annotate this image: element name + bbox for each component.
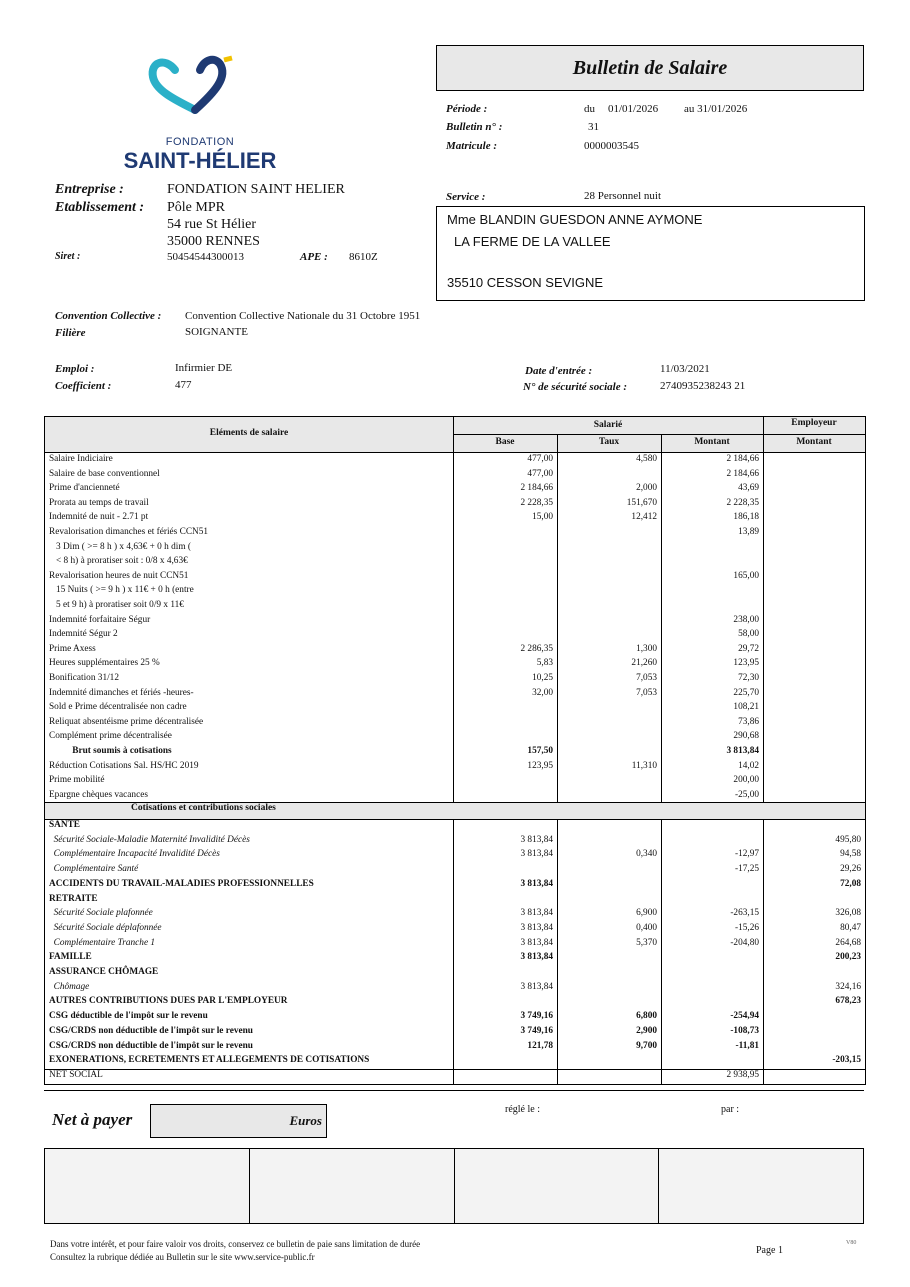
cotisation-label: Complémentaire Santé (49, 864, 139, 875)
salary-base: 32,00 (532, 687, 553, 698)
salary-row (45, 496, 865, 510)
net-currency: Euros (289, 1113, 322, 1128)
document-title: Bulletin de Salaire (436, 45, 864, 91)
net-a-payer-box (150, 1104, 327, 1138)
cotisation-label: ACCIDENTS DU TRAVAIL-MALADIES PROFESSIONNELLES (49, 878, 314, 889)
cotisation-taux: 9,700 (636, 1040, 657, 1051)
signature-cell (659, 1149, 863, 1223)
cotisation-row (45, 921, 865, 935)
salary-base: 2 228,35 (520, 497, 553, 508)
matricule-label: Matricule : (446, 140, 498, 152)
salary-row (45, 510, 865, 524)
salary-base: 10,25 (532, 673, 553, 683)
cotisation-row (45, 936, 865, 950)
page-number: Page 1 (756, 1245, 783, 1256)
cotisation-emp: 495,80 (835, 834, 861, 845)
cotisation-taux: 5,370 (636, 937, 657, 948)
salary-row (45, 686, 865, 700)
coefficient-label: Coefficient : (55, 380, 112, 392)
siret-label: Siret : (55, 251, 81, 262)
cotisation-row (45, 906, 865, 920)
address-line1: Mme BLANDIN GUESDON ANNE AYMONE (447, 212, 703, 227)
signature-cell (45, 1149, 250, 1223)
cotisation-base: 3 813,84 (520, 922, 553, 933)
salary-montant: 108,21 (733, 702, 759, 713)
convention-value: Convention Collective Nationale du 31 Octobre 1951 (185, 310, 421, 322)
cotisation-row (45, 965, 865, 979)
salary-label: Heures supplémentaires 25 % (49, 658, 160, 669)
cotisation-emp: 72,08 (840, 878, 861, 889)
salary-montant: 72,30 (738, 673, 759, 683)
salary-row (45, 656, 865, 670)
periode-du: du (584, 103, 595, 115)
cotisation-base: 3 813,84 (520, 834, 553, 845)
salary-montant: 2 184,66 (726, 468, 759, 479)
signature-cell (250, 1149, 455, 1223)
convention-label: Convention Collective : (55, 310, 162, 322)
regle-label: réglé le : (505, 1104, 540, 1115)
salary-row (45, 467, 865, 481)
salary-montant: 73,86 (738, 716, 759, 727)
salary-label: 5 et 9 h) à proratiser soit 0/9 x 11€ (49, 600, 184, 610)
cotisation-base: 3 749,16 (520, 1011, 553, 1022)
salary-label: Revalorisation dimanches et fériés CCN51 (49, 527, 209, 537)
matricule-value: 0000003545 (584, 140, 639, 152)
employee-address (436, 206, 865, 301)
date-entree-value: 11/03/2021 (660, 363, 710, 375)
salary-montant: 2 184,66 (726, 454, 759, 464)
periode-start: 01/01/2026 (608, 103, 659, 115)
salary-taux: 1,300 (636, 643, 657, 654)
salary-row (45, 715, 865, 729)
cotisation-row (45, 1039, 865, 1053)
par-label: par : (721, 1104, 740, 1115)
cotisation-row (45, 950, 865, 964)
cotisation-emp: 94,58 (840, 849, 861, 860)
emploi-label: Emploi : (55, 363, 95, 375)
salary-label: Indemnité Ségur 2 (49, 629, 118, 640)
salary-label: Salaire Indiciaire (49, 454, 113, 464)
salary-table (44, 416, 866, 1085)
cotisation-base: 3 813,84 (520, 849, 553, 860)
salary-row (45, 627, 865, 641)
address-line3: 35510 CESSON SEVIGNE (447, 275, 604, 290)
cotisation-montant: -254,94 (730, 1011, 759, 1022)
salary-row (45, 540, 865, 554)
cotisation-row (45, 833, 865, 847)
cotisation-label: FAMILLE (49, 952, 92, 963)
salary-label: 3 Dim ( >= 8 h ) x 4,63€ + 0 h dim ( (49, 541, 192, 552)
signature-cell (455, 1149, 660, 1223)
ape-label: APE : (300, 251, 328, 263)
cotisation-base: 3 813,84 (520, 908, 553, 919)
service-value: 28 Personnel nuit (584, 190, 661, 202)
salary-taux: 12,412 (631, 512, 657, 523)
salary-label: Indemnité dimanches et fériés -heures- (49, 687, 194, 698)
salary-label: Prime d'ancienneté (49, 483, 120, 494)
salary-label: Prime mobilité (49, 775, 105, 786)
salary-label: 15 Nuits ( >= 9 h ) x 11€ + 0 h (entre (49, 585, 194, 596)
salary-label: Indemnité de nuit - 2.71 pt (49, 512, 149, 523)
etablissement-line1: Pôle MPR (167, 200, 225, 215)
salary-row (45, 452, 865, 466)
cotisation-base: 3 813,84 (520, 878, 553, 889)
salary-montant: 43,69 (738, 483, 759, 494)
header-montant: Montant (694, 437, 730, 447)
cotisation-row (45, 994, 865, 1008)
cotisation-label: Sécurité Sociale déplafonnée (49, 922, 162, 933)
coefficient-value: 477 (175, 379, 192, 391)
logo-line1: FONDATION (165, 136, 235, 148)
signature-boxes (44, 1148, 864, 1224)
salary-taux: 11,310 (631, 760, 657, 771)
salary-row (45, 598, 865, 612)
cotisation-row (45, 862, 865, 876)
salary-base: 2 184,66 (520, 483, 553, 494)
address-line2: LA FERME DE LA VALLEE (454, 234, 611, 249)
entreprise-label: Entreprise : (55, 182, 124, 197)
cotisation-row (45, 980, 865, 994)
cotisation-label: ASSURANCE CHÔMAGE (49, 967, 159, 977)
salary-montant: 14,02 (738, 760, 759, 771)
salary-taux: 7,053 (636, 687, 657, 698)
cotisation-label: Sécurité Sociale-Maladie Maternité Invalidité Décès (49, 834, 250, 845)
cotisation-montant: -263,15 (730, 908, 759, 919)
salary-row (45, 554, 865, 568)
salary-row (45, 613, 865, 627)
cotisation-row (45, 877, 865, 891)
bulletin-value: 31 (588, 121, 599, 133)
cotisation-base: 3 813,84 (520, 937, 553, 948)
salary-row (45, 642, 865, 656)
salary-label: Bonification 31/12 (49, 673, 119, 683)
cotisation-emp: 264,68 (835, 937, 861, 948)
cotisation-emp: 678,23 (835, 996, 861, 1007)
logo-line2: SAINT-HÉLIER (123, 148, 277, 173)
cotisation-montant: 2 938,95 (726, 1069, 759, 1080)
salary-label: Sold e Prime décentralisée non cadre (49, 702, 187, 713)
periode-label: Période : (446, 103, 488, 115)
cotisation-montant: -17,25 (734, 864, 759, 875)
salary-montant: 3 813,84 (726, 746, 759, 756)
salary-montant: 13,89 (738, 527, 759, 537)
header-taux: Taux (598, 437, 620, 447)
salary-row (45, 700, 865, 714)
cotisation-emp: 29,26 (840, 864, 861, 875)
salary-montant: 225,70 (733, 687, 759, 698)
salary-row (45, 583, 865, 597)
cotisation-montant: -108,73 (730, 1025, 759, 1036)
cotisation-base: 3 749,16 (520, 1025, 553, 1036)
header-employeur: Employeur (791, 418, 837, 428)
cotisation-taux: 0,400 (636, 922, 657, 933)
salary-label: Complément prime décentralisée (49, 731, 172, 742)
date-entree-label: Date d'entrée : (525, 365, 593, 377)
net-a-payer-label: Net à payer (52, 1110, 133, 1129)
salary-row (45, 525, 865, 539)
cotisation-montant: -11,81 (735, 1040, 759, 1051)
salary-montant: 29,72 (738, 643, 759, 654)
salary-label: < 8 h) à proratiser soit : 0/8 x 4,63€ (49, 556, 188, 567)
cotisation-label: Complémentaire Tranche 1 (49, 937, 156, 948)
salary-row (45, 569, 865, 583)
cotisation-emp: 80,47 (840, 922, 861, 933)
salary-label: Reliquat absentéisme prime décentralisée (49, 716, 204, 727)
salary-row (45, 744, 865, 758)
salary-montant: 186,18 (733, 512, 759, 523)
salary-row (45, 773, 865, 787)
cotisation-row (45, 847, 865, 861)
cotisation-base: 121,78 (527, 1040, 553, 1051)
footer-line2: Consultez la rubrique dédiée au Bulletin sur le site www.service-public.fr (50, 1252, 315, 1262)
cotisation-row (45, 1053, 865, 1067)
salary-row (45, 788, 865, 802)
salary-taux: 4,580 (636, 454, 657, 464)
salary-montant: 165,00 (733, 570, 759, 581)
header-elements: Eléments de salaire (209, 428, 289, 438)
cotisation-row (45, 1009, 865, 1023)
salary-label: Salaire de base conventionnel (49, 468, 160, 479)
siret-value: 50454544300013 (167, 251, 244, 263)
salary-montant: 2 228,35 (726, 497, 759, 508)
cotisation-taux: 6,800 (636, 1011, 657, 1022)
periode-end: au 31/01/2026 (684, 103, 748, 115)
cotisation-label: NET SOCIAL (49, 1069, 103, 1080)
ape-value: 8610Z (349, 251, 378, 263)
salary-montant: 58,00 (738, 629, 759, 640)
heart-logo-icon (120, 52, 280, 132)
header-montant-emp: Montant (796, 437, 832, 447)
salary-row (45, 729, 865, 743)
header-base: Base (495, 437, 515, 447)
salary-base: 477,00 (527, 468, 553, 479)
salary-taux: 21,260 (631, 658, 657, 669)
cotisation-label: CSG déductible de l'impôt sur le revenu (49, 1011, 208, 1022)
cotisation-label: Complémentaire Incapacité Invalidité Décès (49, 849, 220, 860)
cotisation-label: Chômage (49, 981, 90, 992)
cotisation-label: Sécurité Sociale plafonnée (49, 908, 153, 919)
salary-montant: 123,95 (733, 658, 759, 669)
salary-montant: -25,00 (734, 789, 759, 800)
cotisation-montant: -12,97 (734, 849, 759, 860)
salary-label: Réduction Cotisations Sal. HS/HC 2019 (49, 760, 199, 771)
salary-base: 157,50 (527, 746, 553, 756)
cotisation-label: AUTRES CONTRIBUTIONS DUES PAR L'EMPLOYEUR (49, 996, 288, 1007)
salary-taux: 2,000 (636, 483, 657, 494)
emploi-value: Infirmier DE (175, 362, 233, 374)
entreprise-value: FONDATION SAINT HELIER (167, 182, 345, 197)
cotisation-taux: 2,900 (636, 1025, 657, 1036)
cotisations-header: Cotisations et contributions sociales (131, 803, 276, 813)
salary-label: Indemnité forfaitaire Ségur (49, 614, 151, 625)
cotisation-emp: -203,15 (832, 1055, 861, 1066)
footer-line1: Dans votre intérêt, et pour faire valoir vos droits, conservez ce bulletin de paie sans limitation de durée (50, 1239, 421, 1249)
cotisation-label: CSG/CRDS non déductible de l'impôt sur le revenu (49, 1040, 253, 1051)
cotisation-taux: 6,900 (636, 908, 657, 919)
salary-row (45, 759, 865, 773)
salary-taux: 7,053 (636, 673, 657, 683)
cotisation-label: EXONERATIONS, ECRETEMENTS ET ALLEGEMENTS DE COTISATIONS (49, 1055, 370, 1066)
secu-value: 2740935238243 21 (660, 380, 746, 392)
salary-montant: 290,68 (733, 731, 759, 742)
cotisation-row (45, 818, 865, 832)
cotisation-base: 3 813,84 (520, 952, 553, 963)
salary-base: 15,00 (532, 512, 553, 523)
salary-base: 5,83 (536, 658, 553, 669)
salary-label: Prime Axess (49, 643, 96, 654)
cotisation-taux: 0,340 (636, 849, 657, 860)
etablissement-line2: 54 rue St Hélier (167, 217, 257, 232)
salary-base: 477,00 (527, 454, 553, 464)
cotisation-emp: 200,23 (835, 952, 861, 963)
filiere-label: Filière (55, 327, 86, 339)
filiere-value: SOIGNANTE (185, 326, 248, 338)
header-salarie: Salarié (593, 420, 623, 430)
salary-base: 2 286,35 (520, 643, 553, 654)
cotisation-base: 3 813,84 (520, 981, 553, 992)
secu-label: N° de sécurité sociale : (523, 381, 627, 393)
cotisation-emp: 326,08 (835, 908, 861, 919)
salary-row (45, 481, 865, 495)
salary-label: Prorata au temps de travail (49, 497, 149, 508)
salary-label: Brut soumis à cotisations (49, 746, 172, 756)
salary-montant: 200,00 (733, 775, 759, 786)
salary-base: 123,95 (527, 760, 553, 771)
salary-label: Revalorisation heures de nuit CCN51 (49, 570, 189, 581)
bulletin-label: Bulletin n° : (446, 121, 503, 133)
cotisation-row (45, 892, 865, 906)
salary-taux: 151,670 (626, 497, 657, 508)
cotisation-row (45, 1024, 865, 1038)
version-tag: V80 (846, 1240, 857, 1246)
cotisation-montant: -15,26 (734, 922, 759, 933)
cotisation-label: RETRAITE (49, 893, 98, 904)
salary-row (45, 671, 865, 685)
cotisation-montant: -204,80 (730, 937, 759, 948)
etablissement-line3: 35000 RENNES (167, 234, 260, 249)
etablissement-label: Etablissement : (55, 200, 145, 215)
cotisation-label: SANTE (49, 820, 81, 830)
foundation-logo (120, 52, 280, 177)
salary-label: Epargne chèques vacances (49, 789, 148, 800)
cotisation-label: CSG/CRDS non déductible de l'impôt sur le revenu (49, 1025, 253, 1036)
salary-montant: 238,00 (733, 614, 759, 625)
cotisation-emp: 324,16 (835, 981, 861, 992)
service-label: Service : (446, 191, 486, 203)
